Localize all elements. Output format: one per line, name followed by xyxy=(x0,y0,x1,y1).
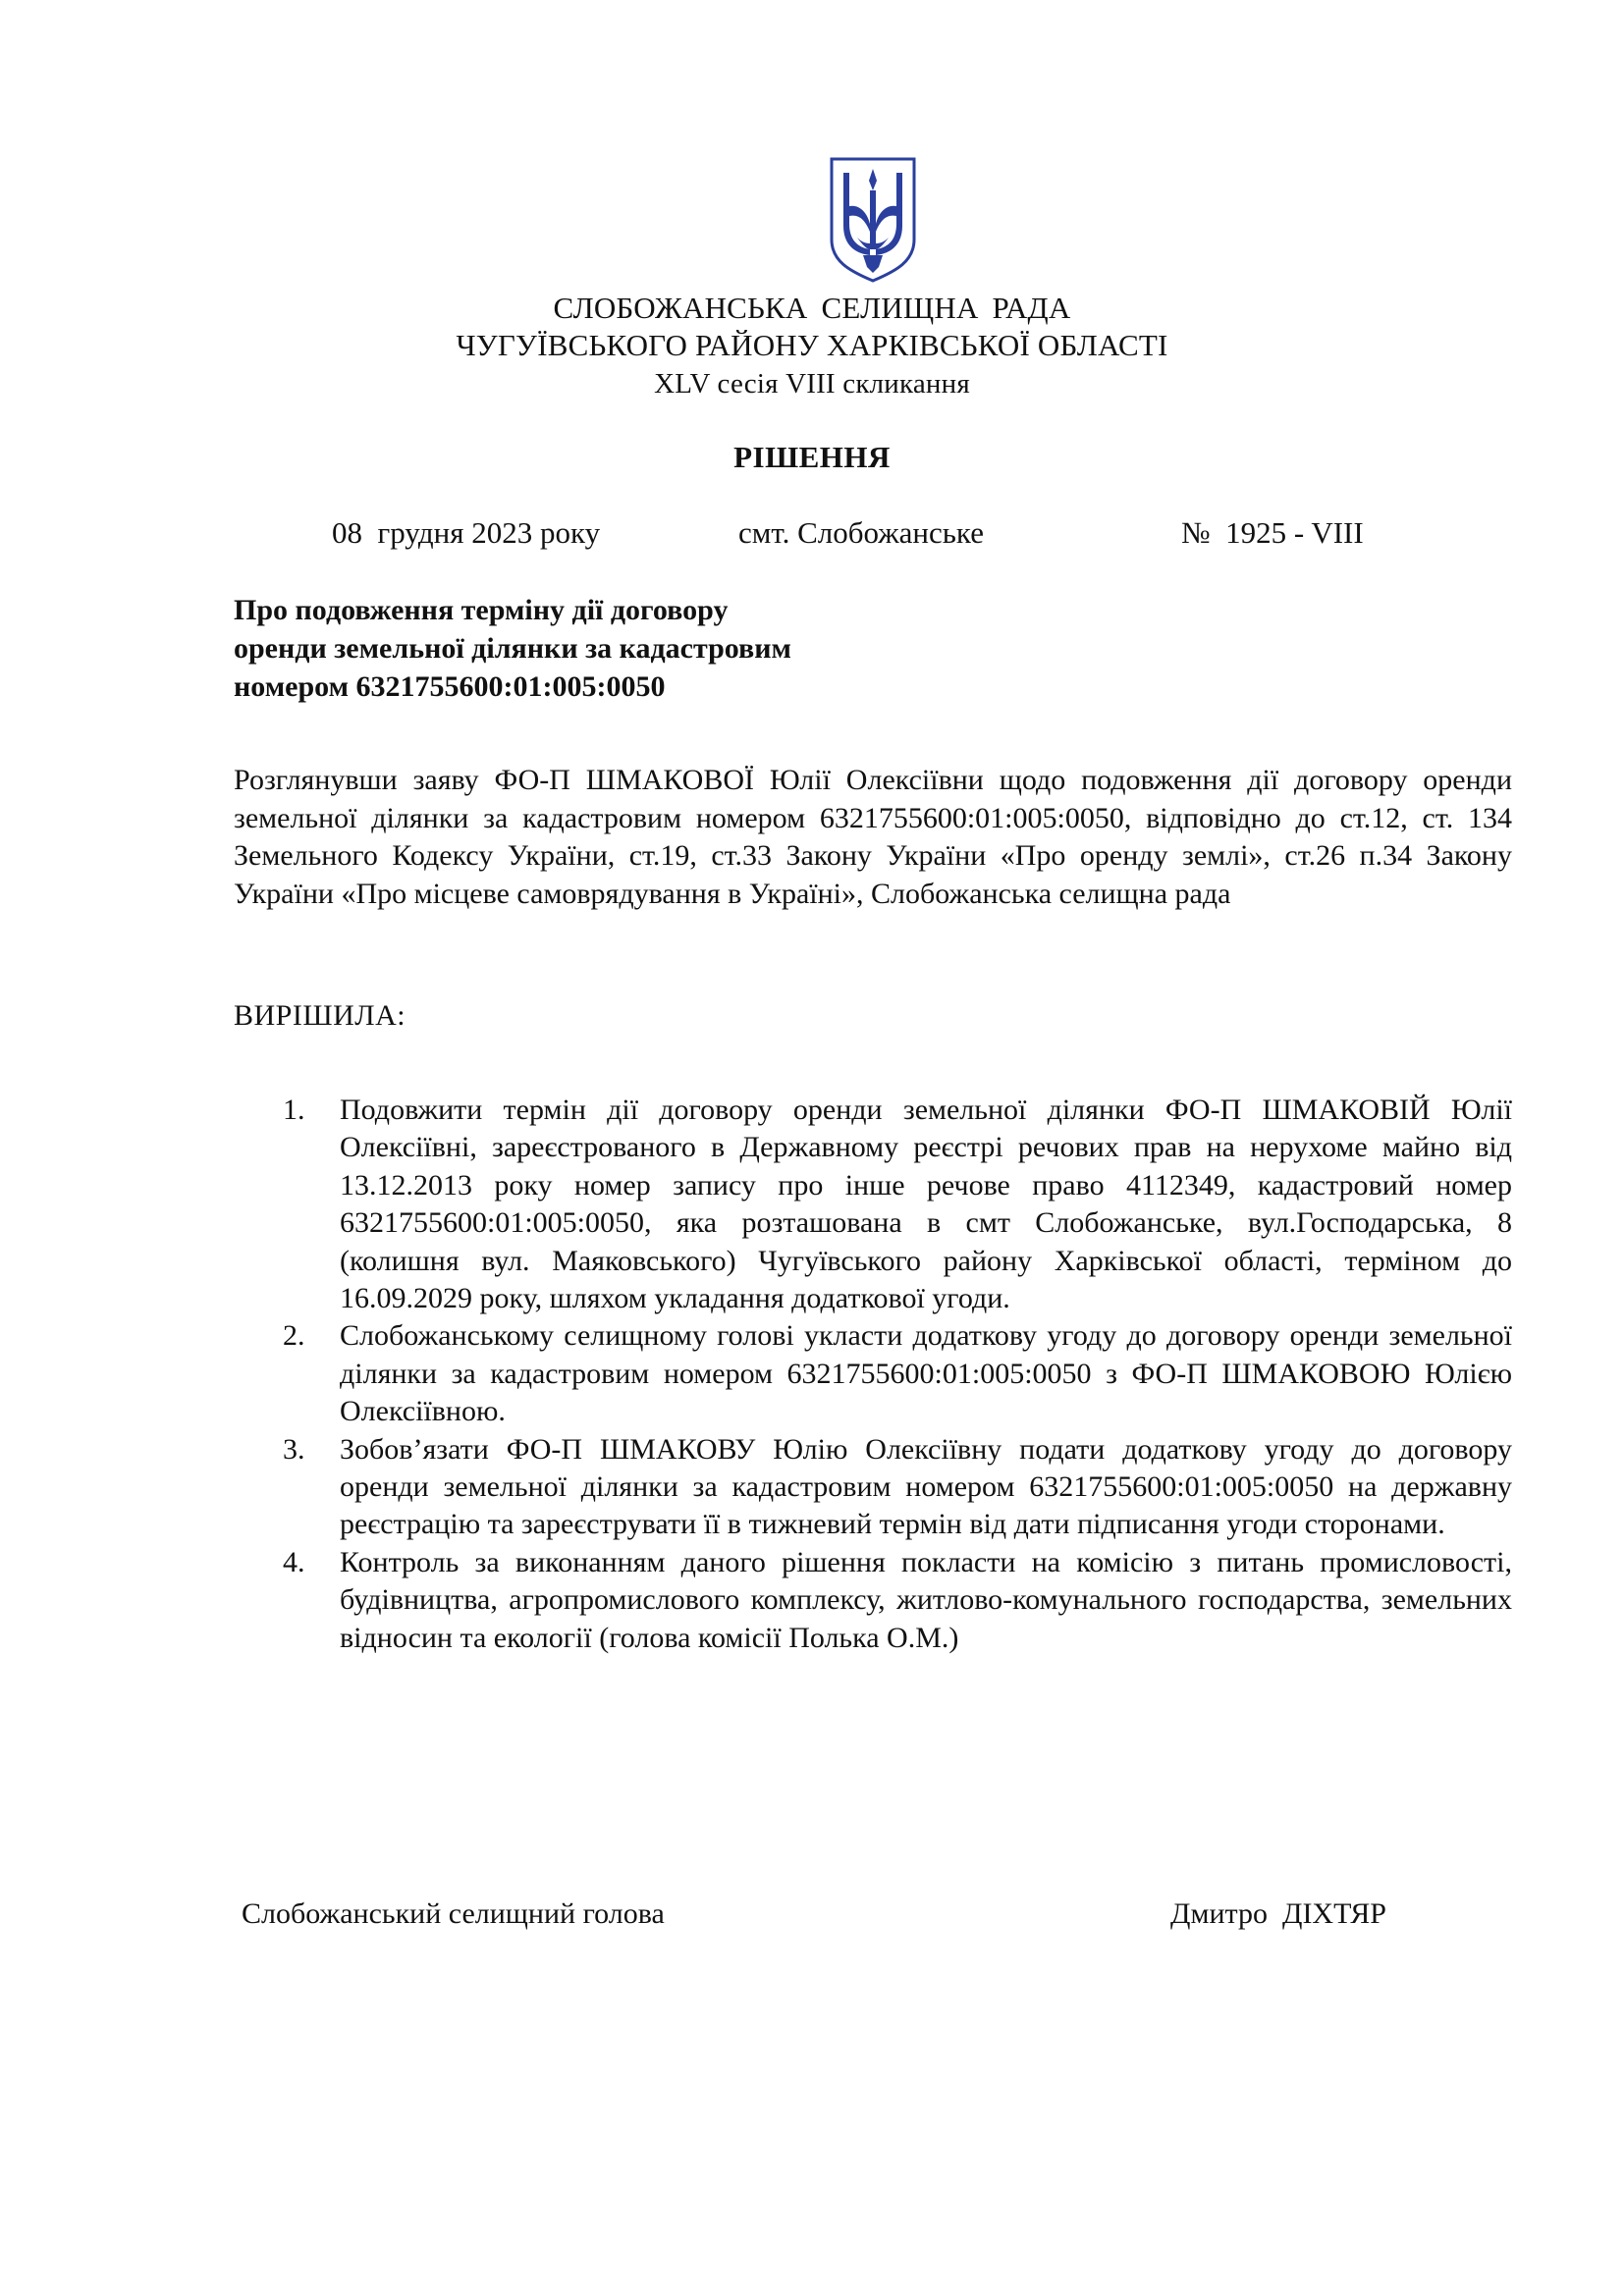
signatory-role: Слобожанський селищний голова xyxy=(242,1897,665,1930)
item-text: Подовжити термін дії договору оренди земельної ділянки ФО-П ШМАКОВІЙ Юлії Олексіївні, зареєстрованого в Державному реєстрі речових прав на нерухоме майно від 13.12.2013 року номер запису про інше речове право 4112349, кадастровий номер 6321755600:01:005:0050, яка розташована в смт Слобожанське, вул.Господарська, 8 (колишня вул. Маяковського) Чугуївського району Харківської області, терміном до 16.09.2029 року, шляхом укладання додаткової угоди. xyxy=(340,1094,1512,1315)
decision-subject xyxy=(234,591,941,706)
preamble-paragraph: Розглянувши заяву ФО-П ШМАКОВОЇ Юлії Олексіївни щодо подовження дії договору оренди земельної ділянки за кадастровим номером 6321755600:01:005:0050, відповідно до ст.12, ст. 134 Земельного Кодексу України, ст.19, ст.33 Закону України «Про оренду землі», ст.26 п.34 Закону України «Про місцеве самоврядування в Україні», Слобожанська селищна рада xyxy=(234,764,1512,910)
council-name: СЛОБОЖАНСЬКА СЕЛИЩНА РАДА xyxy=(553,291,1071,325)
item-text: Зобов’язати ФО-П ШМАКОВУ Юлію Олексіївну подати додаткову угоду до договору оренди земельної ділянки за кадастровим номером 6321755600:01:005:0050 на державну реєстрацію та зареєструвати її в тижневий термін від дати підписання угоди сторонами. xyxy=(340,1432,1512,1541)
item-text: Контроль за виконанням даного рішення покласти на комісію з питань промисловості, будівництва, агропромислового комплексу, житлово-комунального господарства, земельних відносин та екології (голова комісії Полька О.М.) xyxy=(340,1545,1512,1654)
list-item xyxy=(234,1544,1512,1657)
tryzub-coat-of-arms-icon xyxy=(828,155,918,285)
item-number: 3. xyxy=(283,1432,305,1466)
decision-date: 08 грудня 2023 року xyxy=(332,515,601,550)
session-info: XLV сесія VIII скликання xyxy=(654,368,970,400)
decision-number: № 1925 - VIII xyxy=(1181,515,1364,550)
district-name: ЧУГУЇВСЬКОГО РАЙОНУ ХАРКІВСЬКОЇ ОБЛАСТІ xyxy=(456,328,1168,362)
item-number: 2. xyxy=(283,1319,305,1353)
item-number: 1. xyxy=(283,1094,305,1126)
subject-line: оренди земельної ділянки за кадастровим xyxy=(234,632,791,665)
list-item xyxy=(234,1431,1512,1544)
subject-line: номером 6321755600:01:005:0050 xyxy=(234,670,666,703)
list-item xyxy=(234,1317,1512,1430)
item-text: Слобожанському селищному голові укласти додаткову угоду до договору оренди земельної ділянки за кадастровим номером 6321755600:01:005:0050 з ФО-П ШМАКОВОЮ Юлією Олексіївною. xyxy=(340,1319,1512,1428)
decision-items-list xyxy=(234,1092,1512,1657)
document-title: РІШЕННЯ xyxy=(733,440,891,474)
item-number: 4. xyxy=(283,1545,305,1578)
signatory-name: Дмитро ДІХТЯР xyxy=(1170,1897,1386,1930)
list-item xyxy=(234,1092,1512,1317)
decided-heading: ВИРІШИЛА: xyxy=(234,999,406,1032)
subject-line: Про подовження терміну дії договору xyxy=(234,594,729,626)
decision-place: смт. Слобожанське xyxy=(738,515,984,550)
